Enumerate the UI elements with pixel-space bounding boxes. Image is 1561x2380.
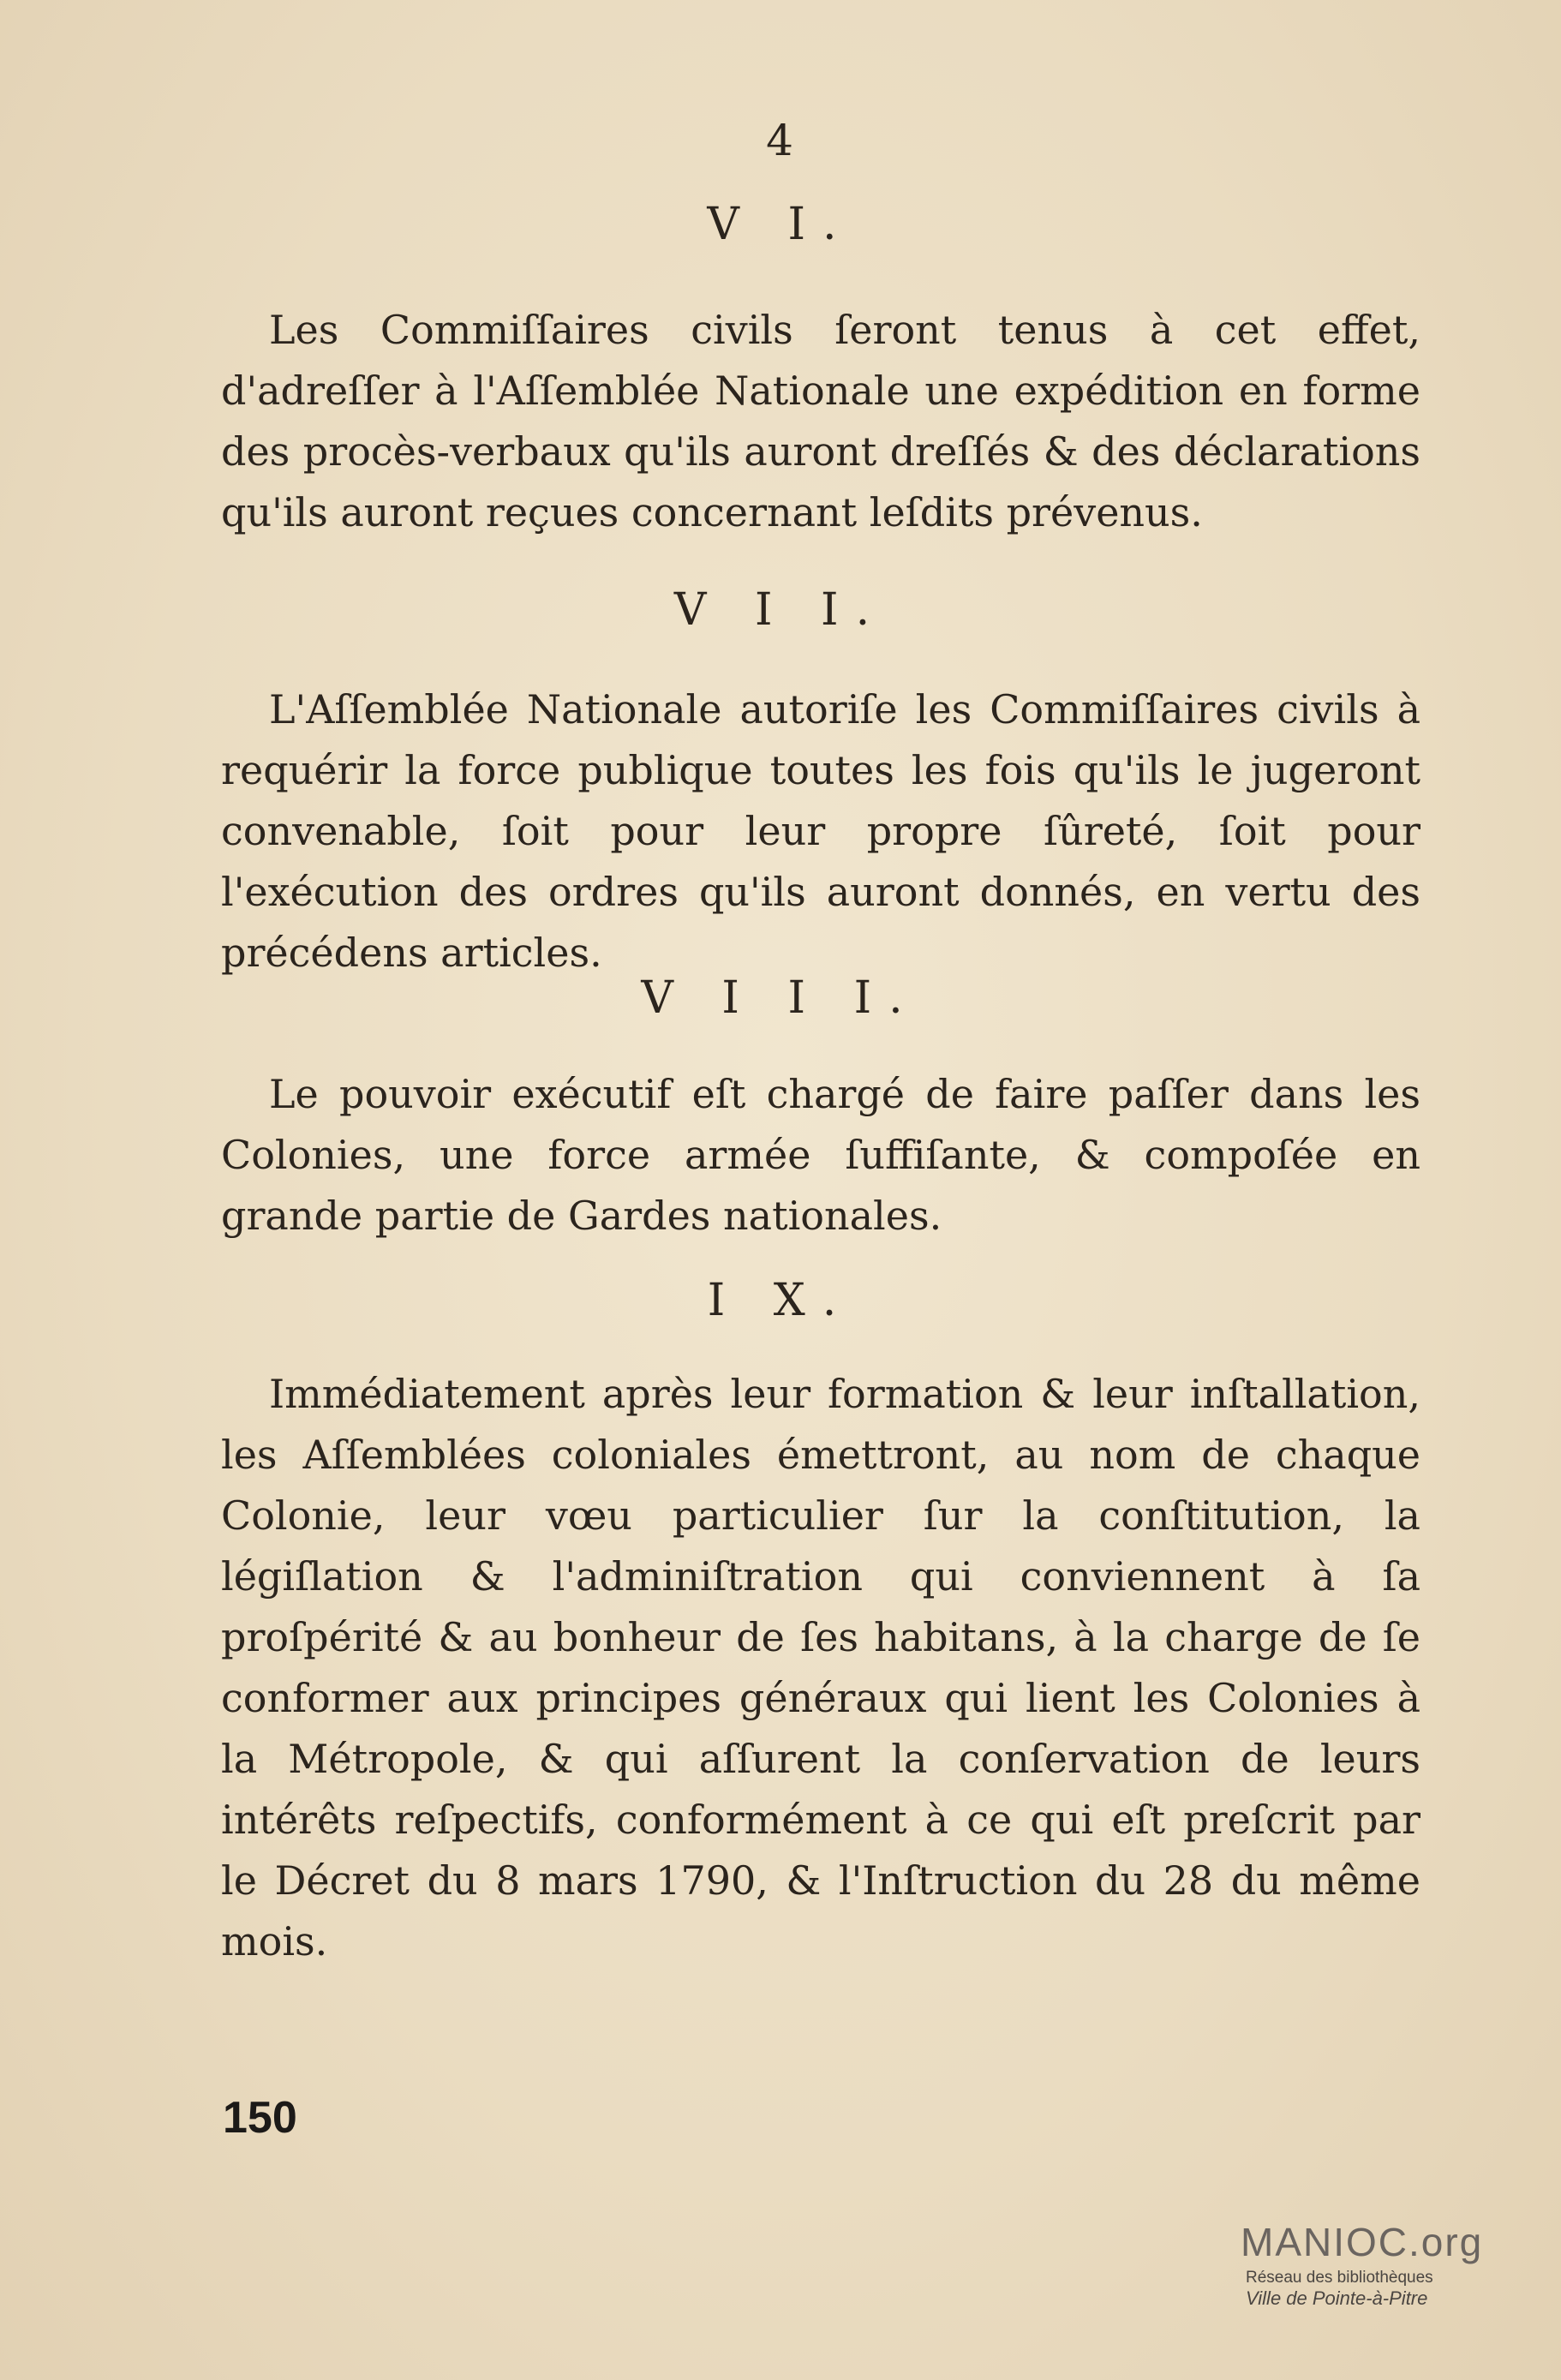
page-number: 4 <box>766 116 795 165</box>
article-number-8: V I I I. <box>641 972 920 1024</box>
article-7-text: L'Aſſemblée Nationale autoriſe les Commiſſaires civils à requérir la force publique toutes les fois qu'ils le jugeront convenable, ſoit pour leur propre ſûreté, ſoit pour l'exécution des ordres qu'ils auront donnés, en vertu des précédens articles. <box>221 686 1420 976</box>
article-6-text: Les Commiſſaires civils ſeront tenus à cet effet, d'adreſſer à l'Aſſemblée Nationale une expédition en forme des procès-verbaux qu'ils auront dreſſés & des déclarations qu'ils auront reçues concernant leſdits prévenus. <box>221 307 1420 535</box>
article-number-7: V I I. <box>673 584 888 636</box>
article-8-text: Le pouvoir exécutif eſt chargé de faire paſſer dans les Colonies, une force armée ſuffiſante, & compoſée en grande partie de Gardes nationales. <box>221 1071 1420 1239</box>
article-9-text: Immédiatement après leur formation & leur inſtallation, les Aſſemblées coloniales émettront, au nom de chaque Colonie, leur vœu particulier ſur la conſtitution, la légiſlation & l'adminiſtration qui conviennent à ſa proſpérité & au bonheur de ſes habitans, à la charge de ſe conformer aux principes généraux qui lient les Colonies à la Métropole, & qui aſſurent la conſervation de leurs intérêts reſpectifs, conformément à ce qui eſt preſcrit par le Décret du 8 mars 1790, & l'Inſtruction du 28 du même mois. <box>221 1371 1420 1964</box>
manioc-watermark <box>1241 2221 1523 2310</box>
article-number-6: V I. <box>707 199 854 250</box>
watermark-network: Réseau des bibliothèques <box>1246 2269 1433 2287</box>
article-number-9: I X. <box>707 1275 854 1326</box>
folio-number: 150 <box>223 2093 297 2143</box>
watermark-city: Ville de Pointe-à-Pitre <box>1246 2287 1428 2309</box>
manioc-logo-text: MANIOC.org <box>1241 2220 1484 2264</box>
